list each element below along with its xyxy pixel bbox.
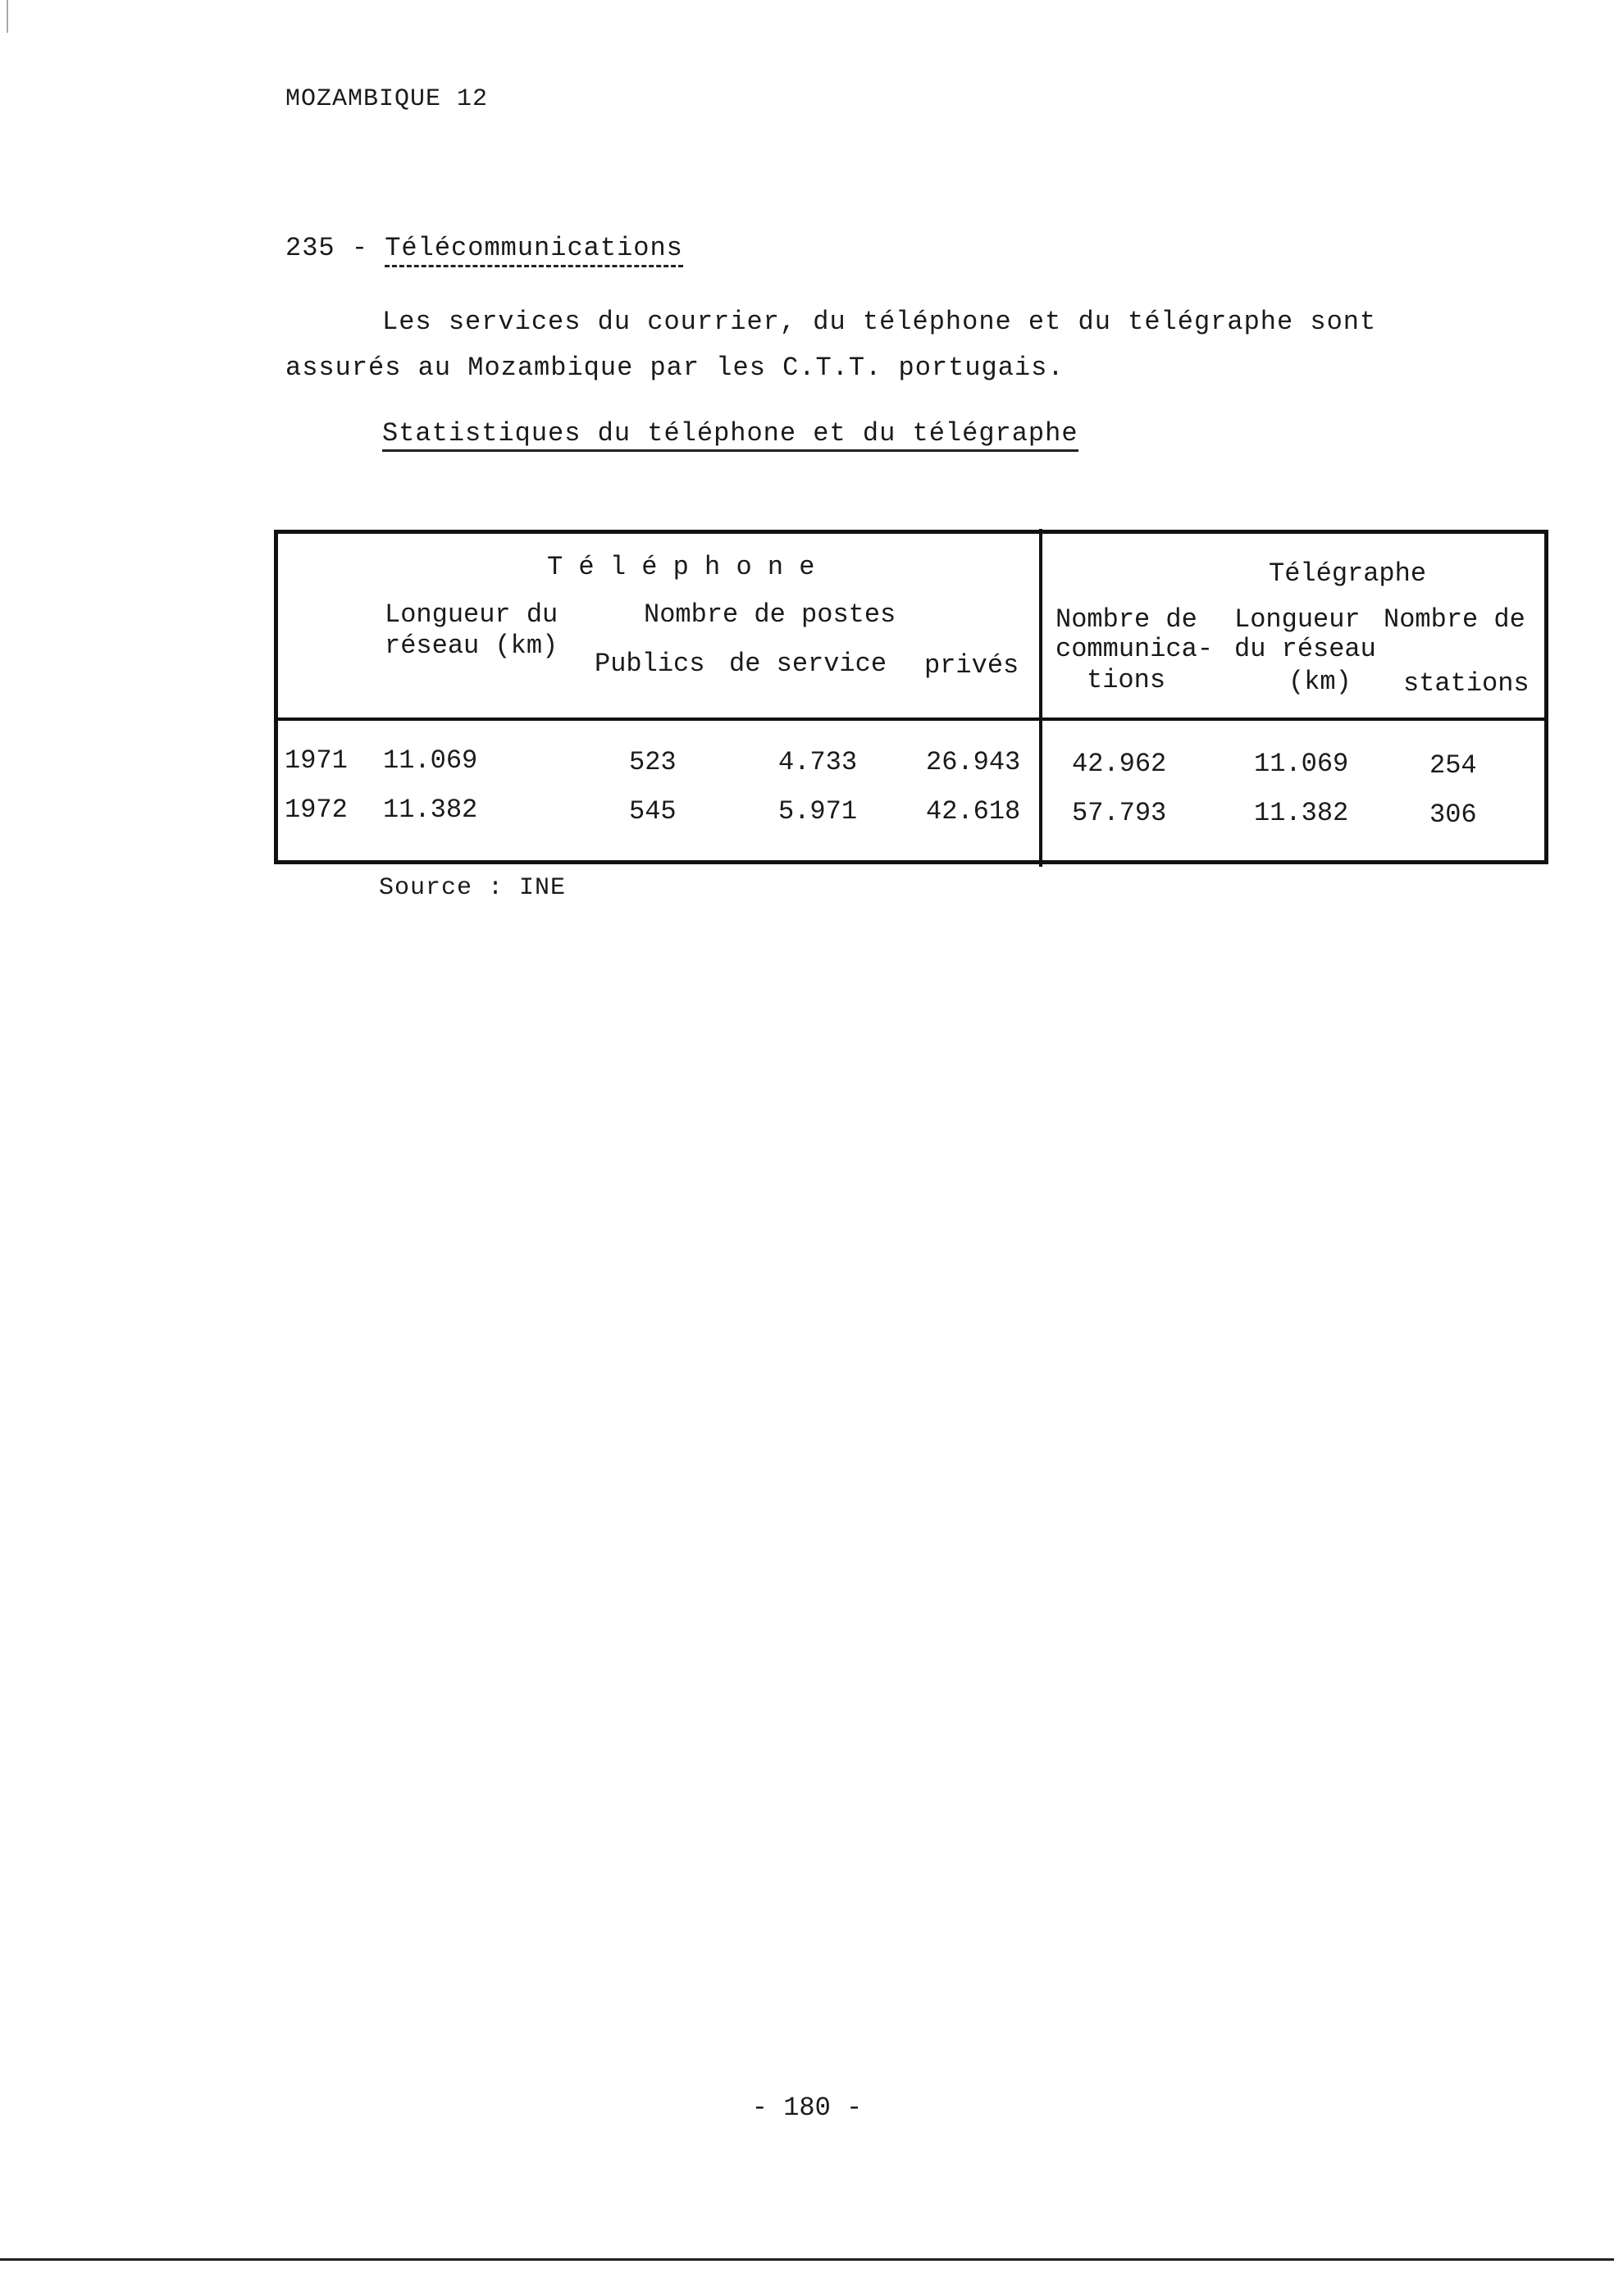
page-number: - 180 -	[751, 2093, 863, 2123]
row-1971-stations: 254	[1429, 750, 1477, 781]
col-header-communications-line2: communica-	[1055, 634, 1214, 664]
row-1971-year: 1971	[285, 745, 348, 776]
row-1971-publics: 523	[629, 747, 677, 777]
col-header-stations-line1: Nombre de	[1384, 604, 1525, 635]
page-header: MOZAMBIQUE 12	[285, 85, 489, 113]
row-1971-longueur: 11.069	[383, 745, 478, 776]
bottom-rule	[0, 2258, 1614, 2261]
scan-margin-mark	[7, 0, 8, 33]
group-header-telegraphe: Télégraphe	[1269, 558, 1427, 589]
table-title: Statistiques du téléphone et du télégraphe	[382, 418, 1078, 452]
col-header-longueur-line1: Longueur du	[385, 599, 559, 630]
table-vertical-divider	[1039, 529, 1042, 867]
col-header-service: de service	[729, 649, 887, 679]
row-1972-prives: 42.618	[926, 796, 1021, 827]
row-1971-communications: 42.962	[1072, 749, 1167, 779]
paragraph-line-1: Les services du courrier, du téléphone et du télégraphe sont	[382, 307, 1377, 337]
col-header-nombre-postes: Nombre de postes	[644, 599, 896, 630]
row-1972-stations: 306	[1429, 800, 1477, 830]
section-title: Télécommunications	[385, 233, 683, 267]
col-header-communications-line3: tions	[1087, 665, 1166, 695]
col-header-tel-longueur-line2: du réseau	[1234, 634, 1376, 664]
row-1971-tel-longueur: 11.069	[1254, 749, 1349, 779]
section-heading	[285, 233, 683, 263]
row-1972-communications: 57.793	[1072, 798, 1167, 828]
row-1972-publics: 545	[629, 796, 677, 827]
table-header-divider	[278, 718, 1544, 721]
row-1972-tel-longueur: 11.382	[1254, 798, 1349, 828]
row-1971-service: 4.733	[778, 747, 858, 777]
row-1971-prives: 26.943	[926, 747, 1021, 777]
col-header-stations-line2: stations	[1403, 668, 1530, 699]
row-1972-year: 1972	[285, 795, 348, 825]
section-number: 235 -	[285, 233, 385, 263]
col-header-prives: privés	[924, 650, 1019, 681]
paragraph-line-2: assurés au Mozambique par les C.T.T. portugais.	[285, 353, 1065, 383]
group-header-telephone: T é l é p h o n e	[547, 552, 815, 582]
row-1972-service: 5.971	[778, 796, 858, 827]
statistics-table	[274, 530, 1548, 864]
col-header-communications-line1: Nombre de	[1055, 604, 1197, 635]
col-header-tel-longueur-line1: Longueur	[1234, 604, 1361, 635]
row-1972-longueur: 11.382	[383, 795, 478, 825]
col-header-publics: Publics	[595, 649, 705, 679]
col-header-tel-longueur-line3: (km)	[1288, 667, 1352, 697]
col-header-longueur-line2: réseau (km)	[385, 631, 559, 661]
table-source: Source : INE	[379, 874, 567, 902]
